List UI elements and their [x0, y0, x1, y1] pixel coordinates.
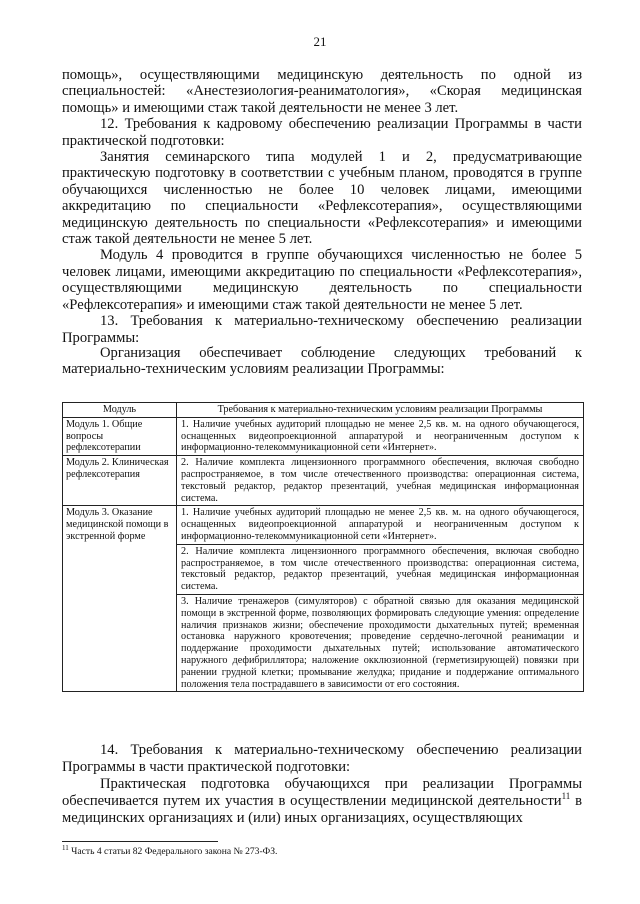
- paragraph-practical-training: [62, 776, 582, 827]
- requirements-table: [62, 402, 584, 692]
- requirement-item: 3. Наличие тренажеров (симуляторов) с обратной связью для оказания медицинской помощи в экстренной форме, позволяющих формировать следующие умения: определение наличия признаков жизни; обеспечение проходимости дыхательных путей; временная остановка наружного кровотечения; проведение сердечно-легочной реанимации и поддержание проходимости дыхательных путей; использование автоматического наружного дефибриллятора; наложение окклюзионной (герметизирующей) повязки при ранении грудной клетки; промывание желудка; придание и поддержание оптимального положения тела пострадавшего в зависимости от его состояния.: [177, 594, 583, 691]
- footnote-divider: [62, 841, 218, 842]
- footnote-number: 11: [62, 843, 69, 852]
- footnote-reference[interactable]: 11: [561, 791, 571, 802]
- column-header-requirements: Требования к материально-техническим условиям реализации Программы: [177, 403, 584, 418]
- module-cell: Модуль 3. Оказание медицинской помощи в экстренной форме: [63, 506, 177, 692]
- footnote: [62, 843, 582, 857]
- table-row: [63, 456, 584, 506]
- requirements-cell: [177, 456, 584, 506]
- footnote-text: Часть 4 статьи 82 Федерального закона № 273-ФЗ.: [68, 846, 278, 857]
- paragraph-organization: Организация обеспечивает соблюдение следующих требований к материально-техническим условиям реализации Программы:: [62, 344, 582, 377]
- requirement-item: 2. Наличие комплекта лицензионного программного обеспечения, включая свободно распространяемое, в том числе отечественного производства: операционная система, текстовый редактор, редактор презентаций, учебная медицинская информационная система.: [177, 544, 583, 594]
- table-row: [63, 506, 584, 692]
- requirement-item: 1. Наличие учебных аудиторий площадью не менее 2,5 кв. м. на одного обучающегося, оснащенных видеопроекционной аппаратурой и неограниченным доступом к информационно-телекоммуникационной сети «Интернет».: [181, 418, 579, 454]
- section-14-block: [62, 742, 582, 827]
- paragraph-module-4: Модуль 4 проводится в группе обучающихся численностью не более 5 человек лицами, имеющими аккредитацию по специальности «Рефлексотерапия», осуществляющими медицинскую деятельность по специальности «Рефлексотерапия» и имеющими стаж такой деятельности не менее 5 лет.: [62, 247, 582, 313]
- section-13-heading: 13. Требования к материально-техническому обеспечению реализации Программы:: [62, 313, 582, 346]
- module-cell: Модуль 1. Общие вопросы рефлексотерапии: [63, 417, 177, 455]
- requirements-cell: [177, 506, 584, 692]
- practical-training-text-continued: в медицинских организациях и (или) иных организациях, осуществляющих: [62, 793, 582, 826]
- requirement-item: 2. Наличие комплекта лицензионного программного обеспечения, включая свободно распространяемое, в том числе отечественного производства: операционная система, текстовый редактор, редактор презентаций, учебная медицинская информационная система.: [181, 457, 579, 504]
- main-text-block: [62, 67, 582, 377]
- paragraph-continuation: помощь», осуществляющими медицинскую деятельность по одной из специальностей: «Анестезиология-реаниматология», «Скорая медицинская помощь» и имеющими стаж такой деятельности не менее 3 лет.: [62, 67, 582, 116]
- table-header-row: [63, 403, 584, 418]
- page-number: 21: [313, 34, 327, 49]
- table-row: [63, 417, 584, 455]
- paragraph-seminars: Занятия семинарского типа модулей 1 и 2, предусматривающие практическую подготовку в соответствии с учебным планом, проводятся в группе обучающихся численностью не более 10 человек лицами, имеющими аккредитацию по специальности «Рефлексотерапия», осуществляющими медицинскую деятельность по специальности «Рефлексотерапия» и имеющими стаж такой деятельности не менее 5 лет.: [62, 149, 582, 248]
- requirement-item: 1. Наличие учебных аудиторий площадью не менее 2,5 кв. м. на одного обучающегося, оснащенных видеопроекционной аппаратурой и неограниченным доступом к информационно-телекоммуникационной сети «Интернет».: [181, 507, 579, 542]
- practical-training-text: Практическая подготовка обучающихся при реализации Программы обеспечивается путем их участия в осуществлении медицинской деятельности: [62, 776, 582, 809]
- module-cell: Модуль 2. Клиническая рефлексотерапия: [63, 456, 177, 506]
- section-14-heading: 14. Требования к материально-техническому обеспечению реализации Программы в части практической подготовки:: [62, 742, 582, 775]
- requirements-cell: [177, 417, 584, 455]
- column-header-module: Модуль: [63, 403, 177, 418]
- section-12-heading: 12. Требования к кадровому обеспечению реализации Программы в части практической подготовки:: [62, 116, 582, 149]
